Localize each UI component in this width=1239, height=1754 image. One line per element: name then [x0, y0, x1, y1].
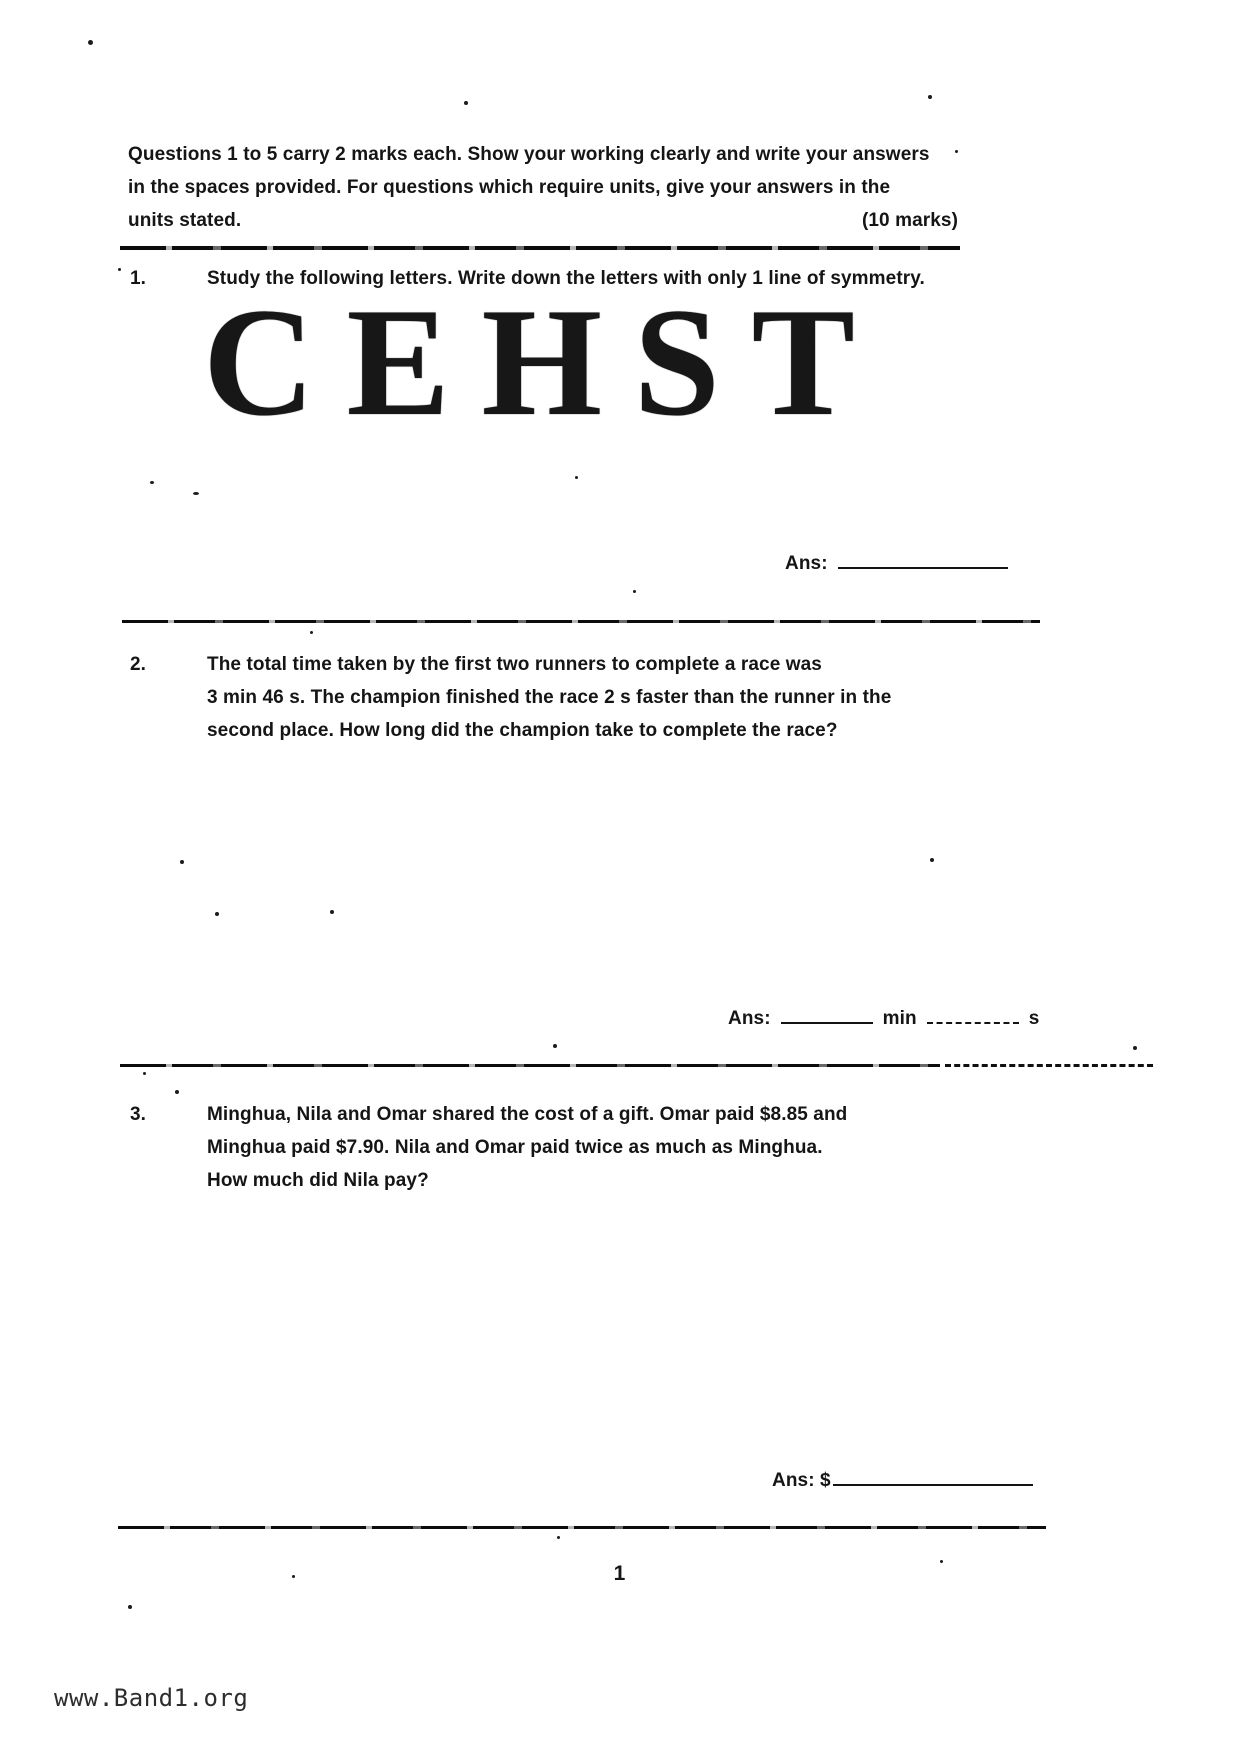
scan-speck [330, 910, 334, 914]
symmetry-letter: C [203, 276, 315, 448]
scan-speck [930, 858, 934, 862]
section-divider-dashed [945, 1064, 1153, 1067]
symmetry-letter: T [751, 276, 855, 448]
scan-speck [128, 1605, 132, 1609]
question-3-line-1: Minghua, Nila and Omar shared the cost of a gift. Omar paid $8.85 and [207, 1104, 848, 1125]
answer-label: Ans: $ [772, 1470, 831, 1491]
answer-blank-minutes [781, 1000, 873, 1024]
scan-speck [557, 1536, 560, 1539]
scan-speck [88, 40, 93, 45]
instruction-line-2: in the spaces provided. For questions which require units, give your answers in the [128, 177, 891, 198]
watermark: www.Band1.org [54, 1684, 249, 1712]
section-divider [122, 620, 1040, 623]
question-3-number: 3. [130, 1104, 147, 1125]
scan-speck [553, 1044, 557, 1048]
unit-label-min: min [882, 1008, 917, 1029]
section-divider [120, 246, 960, 250]
question-2-text [207, 648, 891, 747]
page-number: 1 [613, 1562, 626, 1585]
scan-speck [292, 1575, 295, 1578]
scan-speck [118, 268, 121, 271]
instructions-block [128, 138, 958, 237]
scan-speck [464, 101, 468, 105]
scan-speck [1133, 1046, 1137, 1050]
instruction-line-1: Questions 1 to 5 carry 2 marks each. Show your working clearly and write your answers [128, 144, 930, 165]
symmetry-letter: H [481, 276, 603, 448]
scan-speck [193, 492, 199, 495]
question-3-answer-row [772, 1462, 1033, 1497]
question-2-line-2: 3 min 46 s. The champion finished the race 2 s faster than the runner in the [207, 687, 892, 708]
section-divider [118, 1526, 1046, 1529]
question-3-line-2: Minghua paid $7.90. Nila and Omar paid twice as much as Minghua. [207, 1137, 823, 1158]
question-1-answer-row [785, 545, 1008, 580]
question-2-line-3: second place. How long did the champion take to complete the race? [207, 720, 838, 741]
scan-speck [940, 1560, 943, 1563]
answer-blank [838, 545, 1008, 569]
instruction-line-3: units stated. [128, 210, 242, 231]
scan-speck [143, 1072, 146, 1075]
question-3-line-3: How much did Nila pay? [207, 1170, 429, 1191]
marks-label: (10 marks) [861, 210, 958, 231]
answer-label: Ans: [728, 1008, 771, 1029]
scan-speck [633, 590, 636, 593]
answer-label: Ans: [785, 553, 828, 574]
scan-speck [175, 1090, 179, 1094]
unit-label-s: s [1028, 1008, 1040, 1029]
scan-speck [215, 912, 219, 916]
scan-speck [150, 481, 154, 484]
question-2-number: 2. [130, 654, 147, 675]
scan-speck [180, 860, 184, 864]
scan-speck [575, 476, 578, 479]
scan-speck [310, 631, 313, 634]
question-1-number: 1. [130, 268, 147, 289]
question-2-answer-row [728, 1000, 1039, 1035]
question-2-line-1: The total time taken by the first two runners to complete a race was [207, 654, 822, 675]
answer-blank-seconds [927, 1000, 1019, 1024]
question-3-text [207, 1098, 847, 1197]
scan-speck [928, 95, 932, 99]
symmetry-letter: E [346, 276, 450, 448]
scan-speck [955, 150, 958, 153]
symmetry-letter: S [633, 276, 720, 448]
answer-blank-dollars [833, 1462, 1033, 1486]
section-divider [120, 1064, 940, 1067]
question-1-text: Study the following letters. Write down the letters with only 1 line of symmetry. [207, 268, 925, 289]
